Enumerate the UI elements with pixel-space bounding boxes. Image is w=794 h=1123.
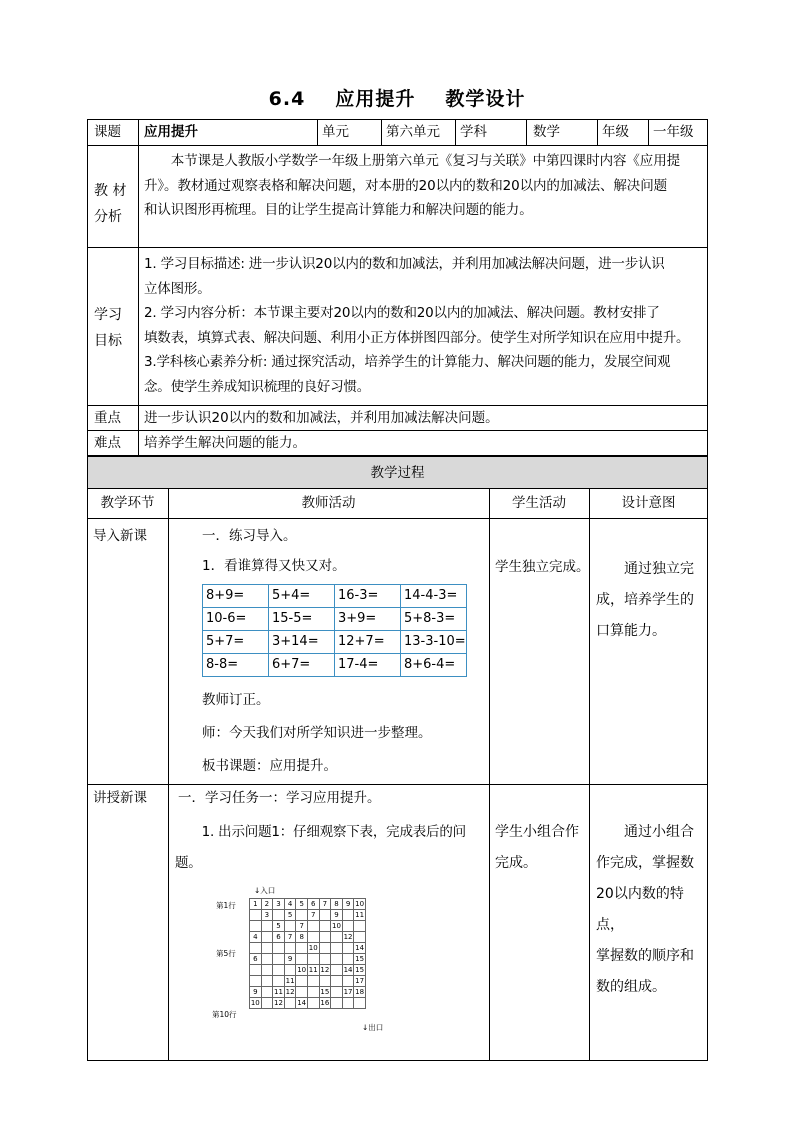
grid-row (250, 976, 366, 987)
calc-cell: 5+8-3= (401, 608, 467, 631)
grid-cell (250, 965, 262, 976)
grid-cell: 17 (355, 977, 365, 985)
grid-cell: 8 (331, 899, 343, 910)
calc-table (202, 584, 467, 677)
calc-row (203, 631, 467, 654)
unit-label: 单元 (322, 124, 349, 140)
grid-cell: 12 (274, 999, 283, 1007)
grid-cell: 3 (273, 899, 285, 910)
grid-cell: 15 (355, 955, 365, 963)
analysis-label: 教 材 分析 (94, 183, 127, 225)
grid-row (250, 998, 366, 1009)
difficulty-text: 培养学生解决问题的能力。 (144, 435, 306, 451)
student-new-lesson: 学生小组合作 完成。 (495, 824, 579, 871)
grid-cell: 6 (273, 932, 285, 943)
difficulty-label: 难点 (94, 435, 121, 451)
grid-cell: 15 (355, 966, 365, 974)
calc-cell: 8+6-4= (401, 654, 467, 677)
grid-cell (307, 987, 319, 998)
objectives-text: 1. 学习目标描述: 进一步认识20以内的数和加减法，并利用加减法解决问题，进一步认识 立体图形。 2. 学习内容分析：本节课主要对20以内的数和20以内的加减法、解决问题。教材安排了 填数表，填算式表、解决问题、利用小正方体拼图四部分。使学生对所学知识在应用中提升。 3.学科核心素养分析: 通过探究活动，培养学生的计算能力、解决问题的能力，发展空间观 念。使学生养成知识梳理的良好习惯。 (144, 256, 690, 395)
grid-row (250, 899, 366, 910)
teacher-intro-after2: 师：今天我们对所学知识进一步整理。 (202, 725, 432, 741)
grid-cell: 6 (250, 954, 262, 965)
calc-cell: 5+7= (203, 631, 269, 654)
grid-row-label-10: 第10行 (212, 1010, 237, 1019)
grid-cell (354, 998, 366, 1009)
grid-cell (296, 910, 308, 921)
grid-entry-label: ↓入口 (254, 886, 276, 895)
calc-row (203, 654, 467, 677)
grid-cell: 12 (320, 966, 330, 974)
grid-cell (331, 932, 343, 943)
grid-cell: 7 (319, 899, 331, 910)
grid-cell: 10 (297, 966, 307, 974)
grid-cell (307, 921, 319, 932)
teacher-new-line1: 一．学习任务一：学习应用提升。 (178, 790, 381, 806)
col-header-student: 学生活动 (512, 495, 566, 511)
grid-cell: 11 (355, 911, 365, 919)
calc-cell: 10-6= (203, 608, 269, 631)
grid-cell (261, 921, 273, 932)
intent-new-lesson: 通过小组合 作完成，掌握数 20以内数的特点， 掌握数的顺序和 数的组成。 (596, 824, 694, 995)
grid-cell (261, 943, 273, 954)
grid-cell: 11 (274, 988, 283, 996)
grid-cell: 9 (331, 910, 343, 921)
calc-row (203, 585, 467, 608)
calc-cell: 6+7= (269, 654, 335, 677)
grid-row (250, 921, 366, 932)
grid-cell (273, 965, 285, 976)
teacher-intro-line2: 1．看谁算得又快又对。 (202, 558, 346, 574)
grid-cell (250, 943, 262, 954)
grid-cell (273, 976, 285, 987)
grid-cell (296, 976, 308, 987)
col-header-intent: 设计意图 (621, 495, 676, 511)
grid-cell: 5 (296, 899, 308, 910)
grid-cell: 3 (261, 910, 273, 921)
analysis-text: 本节课是人教版小学数学一年级上册第六单元《复习与关联》中第四课时内容《应用提 升》。教材通过观察表格和解决问题，对本册的20以内的数和20以内的加减法、解决问题 和认识图形再梳理。目的让学生提高计算能力和解决问题的能力。 (144, 153, 680, 219)
grid-cell: 11 (308, 966, 318, 974)
grid-cell: 16 (320, 999, 330, 1007)
grid-row-label-5: 第5行 (216, 949, 236, 958)
grid-cell (307, 998, 319, 1009)
teacher-intro-after3: 板书课题：应用提升。 (202, 758, 337, 774)
grid-cell: 6 (307, 899, 319, 910)
calc-cell: 3+14= (269, 631, 335, 654)
calc-cell: 8-8= (203, 654, 269, 677)
grid-cell: 7 (307, 910, 319, 921)
grid-cell (261, 998, 273, 1009)
grid-cell: 11 (285, 977, 295, 985)
calc-cell: 12+7= (335, 631, 401, 654)
number-grid (249, 898, 366, 1009)
grid-cell: 12 (343, 933, 353, 941)
intent-intro: 通过独立完 成，培养学生的 口算能力。 (596, 561, 694, 639)
grid-cell (319, 943, 331, 954)
grade-label: 年级 (602, 124, 629, 140)
grid-cell (273, 954, 285, 965)
grid-cell: 9 (284, 954, 296, 965)
grid-cell: 10 (308, 944, 318, 952)
calc-cell: 15-5= (269, 608, 335, 631)
grid-cell (261, 932, 273, 943)
calc-row (203, 608, 467, 631)
calc-cell: 3+9= (335, 608, 401, 631)
grid-cell (261, 987, 273, 998)
grid-cell (284, 965, 296, 976)
grid-cell (307, 954, 319, 965)
grid-cell (342, 943, 354, 954)
grid-row (250, 932, 366, 943)
key-point-label: 重点 (94, 410, 121, 426)
grid-cell: 15 (320, 988, 330, 996)
grid-cell: 18 (355, 988, 365, 996)
grid-cell: 1 (250, 899, 262, 910)
grid-cell (331, 998, 343, 1009)
col-header-teacher: 教师活动 (301, 495, 356, 511)
grid-cell (273, 910, 285, 921)
grid-cell (261, 976, 273, 987)
grid-cell: 14 (297, 999, 307, 1007)
grid-cell (354, 932, 366, 943)
grid-row (250, 943, 366, 954)
teacher-new-para: 1. 出示问题1：仔细观察下表，完成表后的问 题。 (175, 824, 466, 871)
unit-value: 第六单元 (386, 124, 440, 140)
grid-cell (296, 943, 308, 954)
calc-cell: 17-4= (335, 654, 401, 677)
grid-cell: 12 (285, 988, 295, 996)
grid-cell: 4 (284, 899, 296, 910)
grid-cell: 10 (250, 999, 260, 1007)
subject-value: 数学 (533, 124, 560, 140)
calc-cell: 5+4= (269, 585, 335, 608)
grid-cell (250, 921, 262, 932)
grid-cell: 2 (261, 899, 273, 910)
grid-cell: 14 (343, 966, 353, 974)
grid-cell (284, 921, 296, 932)
student-intro: 学生独立完成。 (495, 559, 590, 575)
grid-cell (261, 954, 273, 965)
key-point-text: 进一步认识20以内的数和加减法，并利用加减法解决问题。 (144, 410, 499, 426)
grid-cell (342, 921, 354, 932)
grid-cell (342, 910, 354, 921)
grid-cell (319, 932, 331, 943)
title-number: 6.4 (268, 88, 306, 110)
grid-cell (284, 998, 296, 1009)
grid-row (250, 987, 366, 998)
grid-row (250, 965, 366, 976)
grid-cell: 10 (331, 922, 341, 930)
objectives-label: 学习 目标 (94, 307, 122, 349)
grid-cell (250, 910, 262, 921)
calc-cell: 14-4-3= (401, 585, 467, 608)
grid-cell (307, 932, 319, 943)
calc-cell: 13-3-10= (401, 631, 467, 654)
teacher-intro-line1: 一．练习导入。 (202, 528, 297, 544)
grid-cell (250, 976, 262, 987)
grid-cell: 9 (250, 987, 262, 998)
grid-cell: 7 (296, 921, 308, 932)
grid-cell: 8 (296, 932, 308, 943)
grid-cell (296, 987, 308, 998)
grid-cell: 4 (250, 932, 262, 943)
grid-cell (342, 976, 354, 987)
process-section-title: 教学过程 (370, 465, 425, 481)
grid-cell (319, 976, 331, 987)
title-suffix: 教学设计 (445, 88, 526, 110)
grid-row (250, 910, 366, 921)
grid-cell (273, 943, 285, 954)
grid-row (250, 954, 366, 965)
grid-cell: 14 (355, 944, 365, 952)
grid-cell (354, 921, 366, 932)
teacher-intro-after1: 教师订正。 (202, 692, 270, 708)
grid-cell (331, 965, 343, 976)
grid-cell (342, 954, 354, 965)
grade-value: 一年级 (653, 124, 694, 140)
calc-cell: 8+9= (203, 585, 269, 608)
grid-cell (331, 976, 343, 987)
grid-cell (296, 954, 308, 965)
course-value: 应用提升 (144, 124, 198, 140)
subject-label: 学科 (460, 124, 487, 140)
grid-cell (342, 998, 354, 1009)
title-name: 应用提升 (335, 88, 416, 110)
grid-cell: 17 (343, 988, 353, 996)
grid-cell (331, 987, 343, 998)
grid-cell: 5 (284, 910, 296, 921)
grid-row-label-1: 第1行 (216, 901, 236, 910)
grid-cell (331, 954, 343, 965)
grid-cell (261, 965, 273, 976)
grid-cell (319, 921, 331, 932)
grid-exit-label: ↓出口 (362, 1023, 384, 1032)
grid-cell (331, 943, 343, 954)
grid-cell: 7 (284, 932, 296, 943)
grid-cell: 10 (355, 900, 365, 908)
col-header-stage: 教学环节 (100, 495, 155, 511)
document-title (0, 84, 794, 111)
grid-cell (319, 910, 331, 921)
course-label: 课题 (94, 124, 121, 140)
grid-cell (319, 954, 331, 965)
grid-cell (284, 943, 296, 954)
stage-new-lesson: 讲授新课 (93, 790, 147, 806)
stage-intro: 导入新课 (93, 528, 147, 544)
grid-cell (307, 976, 319, 987)
calc-cell: 16-3= (335, 585, 401, 608)
grid-cell: 5 (273, 921, 285, 932)
grid-cell: 9 (342, 899, 354, 910)
